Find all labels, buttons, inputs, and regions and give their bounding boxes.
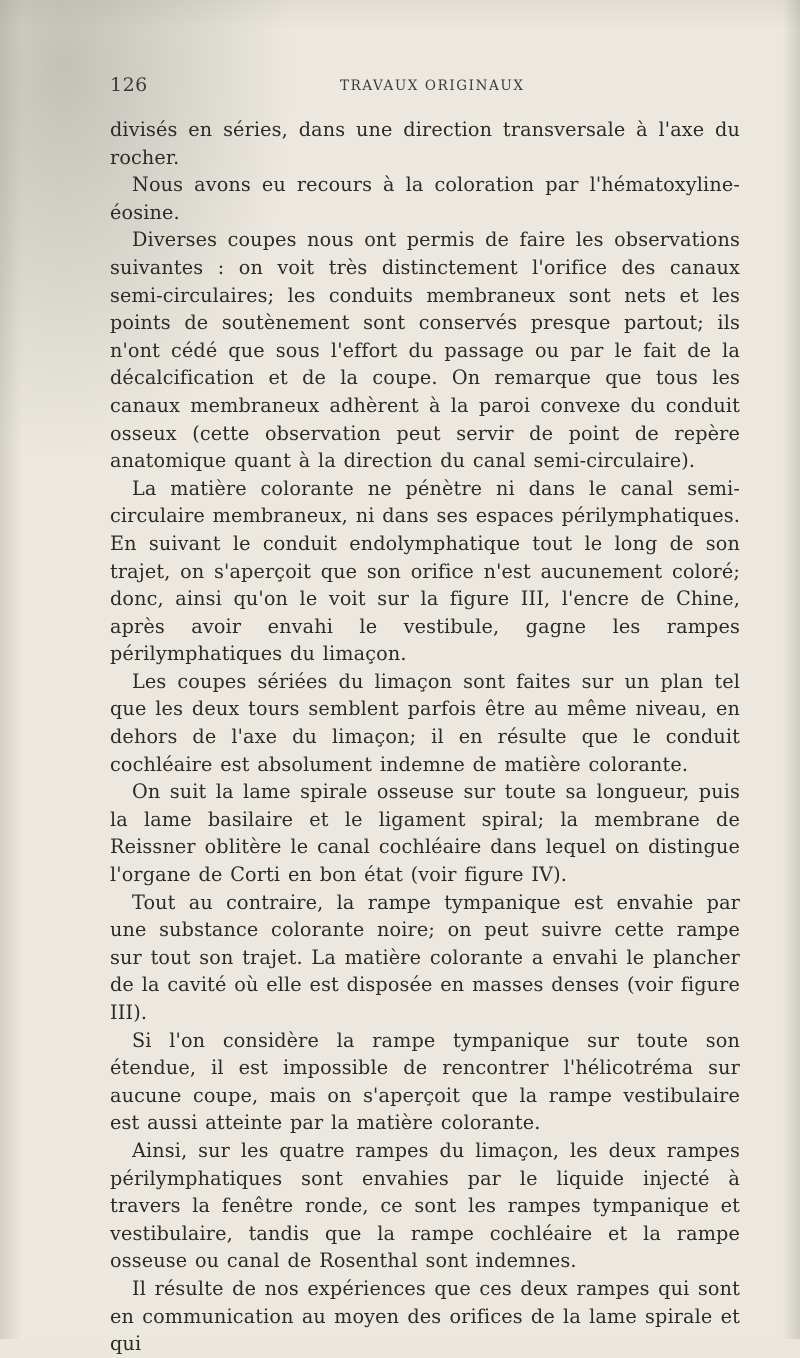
running-title: TRAVAUX ORIGINAUX	[340, 78, 525, 94]
body-text	[110, 116, 740, 1358]
page-number: 126	[110, 74, 148, 96]
paragraph: La matière colorante ne pénètre ni dans le canal semi-circulaire membraneux, ni dans ses espaces périlymphatiques. En suivant le conduit endolymphatique tout le long de son trajet, on s'aperçoit que son orifice n'est aucunement coloré; donc, ainsi qu'on le voit sur la figure III, l'encre de Chine, après avoir envahi le vestibule, gagne les rampes périlymphatiques du limaçon.	[110, 476, 740, 666]
paragraph: Nous avons eu recours à la coloration par l'hématoxyline-éosine.	[110, 173, 740, 224]
paragraph: Il résulte de nos expériences que ces deux rampes qui sont en communication au moyen des orifices de la lame spirale et qui	[110, 1276, 740, 1356]
paragraph-continuation: divisés en séries, dans une direction transversale à l'axe du rocher.	[110, 118, 740, 169]
paragraph: Tout au contraire, la rampe tympanique est envahie par une substance colorante noire; on peut suivre cette rampe sur tout son trajet. La matière colorante a envahi le plancher de la cavité où elle est disposée en masses denses (voir figure III).	[110, 890, 740, 1024]
paragraph: Diverses coupes nous ont permis de faire les observations suivantes : on voit très distinctement l'orifice des canaux semi-circulaires; les conduits membraneux sont nets et les points de soutènement sont conservés presque partout; ils n'ont cédé que sous l'effort du passage ou par le fait de la décalcification et de la coupe. On remarque que tous les canaux membraneux adhèrent à la paroi convexe du conduit osseux (cette observation peut servir de point de repère anatomique quant à la direction du canal semi-circulaire).	[110, 228, 740, 473]
page-header	[110, 74, 730, 98]
paragraph: Si l'on considère la rampe tympanique sur toute son étendue, il est impossible de rencontrer l'hélicotréma sur aucune coupe, mais on s'aperçoit que la rampe vestibulaire est aussi atteinte par la matière colorante.	[110, 1028, 740, 1135]
paragraph: Les coupes sériées du limaçon sont faites sur un plan tel que les deux tours semblent parfois être au même niveau, en dehors de l'axe du limaçon; il en résulte que le conduit cochléaire est absolument indemne de matière colorante.	[110, 669, 740, 776]
paragraph: Ainsi, sur les quatre rampes du limaçon, les deux rampes périlymphatiques sont envahies par le liquide injecté à travers la fenêtre ronde, ce sont les rampes tympanique et vestibulaire, tandis que la rampe cochléaire et la rampe osseuse ou canal de Rosenthal sont indemnes.	[110, 1138, 740, 1273]
paragraph: On suit la lame spirale osseuse sur toute sa longueur, puis la lame basilaire et le ligament spiral; la membrane de Reissner oblitère le canal cochléaire dans lequel on distingue l'organe de Corti en bon état (voir figure IV).	[110, 780, 740, 887]
